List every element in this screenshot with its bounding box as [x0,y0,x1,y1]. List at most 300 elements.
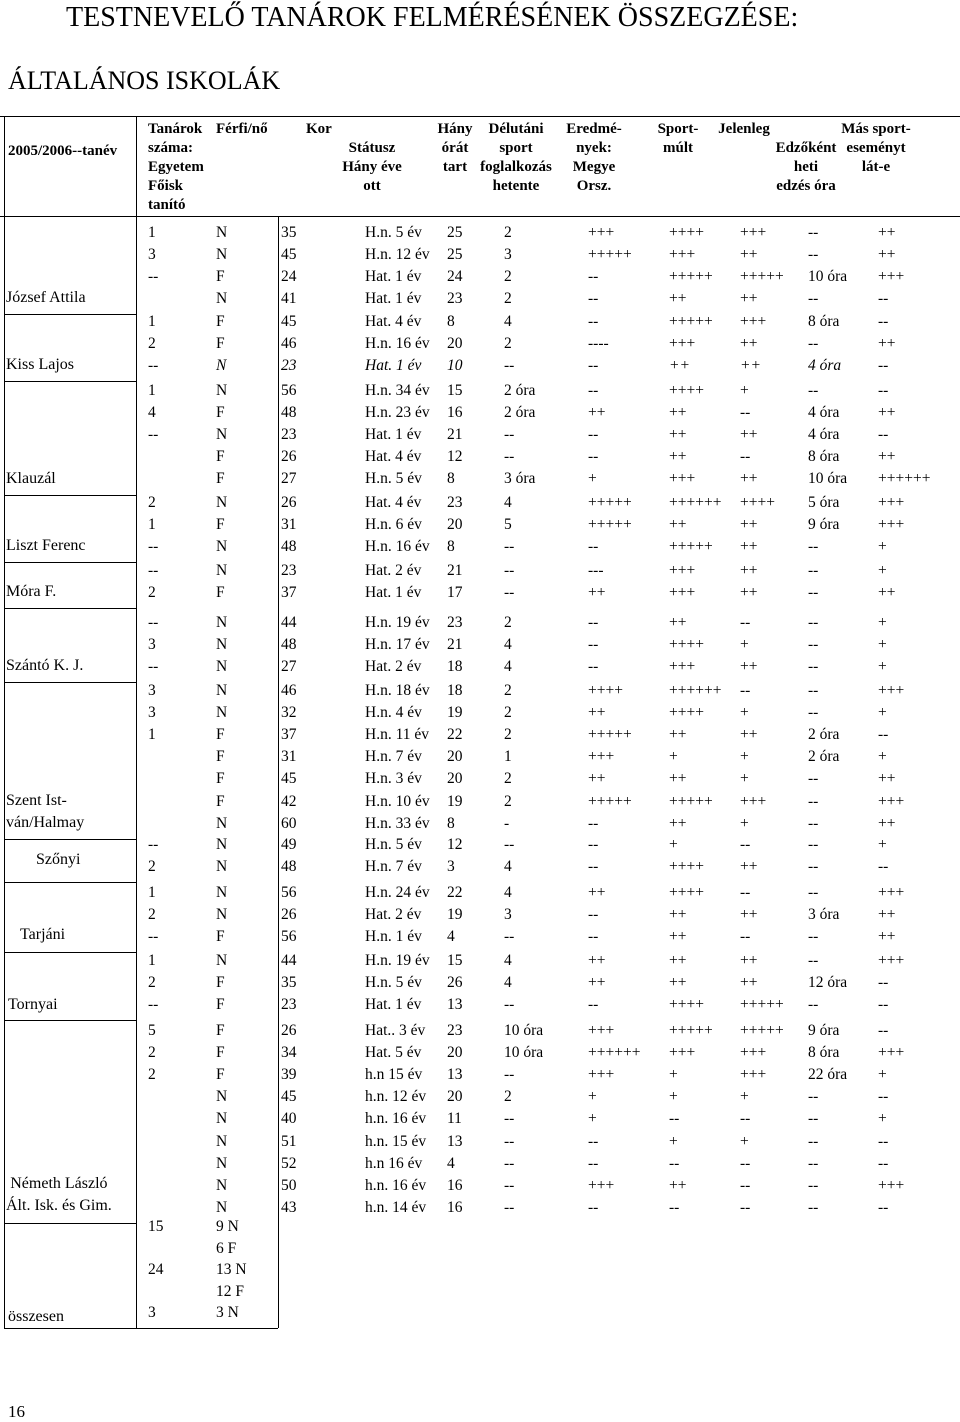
afternoon-cell: 2 [504,704,512,722]
header-status [337,120,407,196]
coach-hours-cell: 8 óra [808,1044,840,1062]
gender-cell: F [216,313,225,330]
gender-cell: N [216,658,228,676]
hours-cell: 17 [447,584,463,602]
results-cell: -- [588,836,599,853]
header-line: Sport- [657,121,699,137]
current-cell: + [740,770,749,788]
current-cell: -- [740,836,751,853]
results-cell: --- [588,562,604,579]
total-gender-cell: 6 F [216,1239,237,1257]
afternoon-cell: 3 [504,246,512,264]
results-cell: -- [588,382,599,399]
page-number: 16 [8,1402,25,1421]
hours-cell: 8 [447,313,455,330]
count-cell: 2 [148,584,156,602]
age-cell: 35 [281,974,297,992]
school-name [6,287,86,309]
header-school-year [8,142,117,161]
hours-cell: 22 [447,884,463,901]
current-cell: ++ [740,952,758,969]
school-name-line: Kiss Lajos [6,356,74,374]
hours-cell: 8 [447,814,455,832]
current-cell: + [740,704,749,722]
hours-cell: 21 [447,636,463,654]
current-cell: ++ [740,658,758,676]
gender-cell: F [216,770,225,788]
school-name-line: Móra F. [6,583,57,601]
coach-hours-cell: -- [808,682,819,699]
afternoon-cell: 2 [504,1088,512,1106]
afternoon-cell: -- [504,1176,515,1194]
count-cell: 3 [148,636,156,654]
results-cell: -- [588,290,599,308]
gender-cell: N [216,704,228,722]
age-cell: 31 [281,516,297,534]
sport-past-cell: ++ [669,426,687,444]
other-events-cell: +++ [878,792,905,810]
results-cell: ++ [588,952,606,969]
count-cell: 2 [148,1044,156,1062]
coach-hours-cell: -- [808,884,819,901]
coach-hours-cell: -- [808,704,819,722]
results-cell: -- [588,1154,599,1172]
coach-hours-cell: -- [808,1154,819,1172]
results-cell: -- [588,268,599,286]
sport-past-cell: ++++ [669,382,704,399]
results-cell: +++++ [588,494,632,511]
hours-cell: 26 [447,974,463,992]
afternoon-cell: 4 [504,636,512,654]
sport-past-cell: ++++ [669,636,704,654]
status-cell: Hat. 2 év [365,562,422,579]
school-name [6,468,56,490]
results-cell: ++++++ [588,1044,641,1062]
age-cell: 41 [281,290,297,308]
gender-cell: F [216,1066,225,1084]
gender-cell: F [216,470,225,488]
hours-cell: 18 [447,682,463,699]
sport-past-cell: +++ [669,562,696,579]
sport-past-cell: ++ [669,404,687,422]
results-cell: +++++ [588,246,632,264]
header-line: foglalkozás [480,159,552,175]
results-cell: + [588,1110,597,1128]
coach-hours-cell: 9 óra [808,516,840,534]
afternoon-cell: 2 [504,224,512,241]
sport-past-cell: ++++++ [669,494,722,511]
sport-past-cell: ++ [669,448,687,466]
count-cell: -- [148,658,159,676]
count-cell: -- [148,357,159,375]
current-cell: +++ [740,1044,767,1062]
count-cell: 4 [148,404,156,422]
school-column-rule [136,116,137,1328]
gender-cell: N [216,382,228,399]
results-cell: +++ [588,224,615,241]
coach-hours-cell: 2 óra [808,748,840,766]
header-line [771,120,841,139]
header-afternoon-sport [477,120,555,196]
header-line: tart [442,159,468,175]
current-cell: + [740,814,749,832]
gender-cell: N [216,494,228,511]
header-line: Más sport- [841,121,911,137]
status-cell: h.n. 14 év [365,1198,427,1216]
status-cell: H.n. 5 év [365,224,422,241]
status-cell: H.n. 19 év [365,614,430,631]
afternoon-cell: 4 [504,858,512,876]
count-cell: 3 [148,682,156,699]
sport-past-cell: +++++ [669,1022,713,1039]
afternoon-cell: 10 óra [504,1044,544,1062]
afternoon-cell: 2 [504,682,512,699]
results-cell: -- [588,658,599,676]
other-events-cell: ++ [878,224,896,241]
other-events-cell: + [878,614,887,631]
other-events-cell: + [878,1110,887,1128]
header-line: Kor [306,121,332,137]
sport-past-cell: +++ [669,584,696,602]
afternoon-cell: 2 [504,268,512,286]
age-cell: 46 [281,335,297,353]
header-other-events [836,120,916,177]
status-cell: H.n. 16 év [365,335,430,353]
header-teacher-count [148,120,204,215]
coach-hours-cell: 12 óra [808,974,848,992]
afternoon-cell: 2 [504,770,512,788]
school-name-line: ván/Halmay [6,813,85,831]
header-age [306,120,332,139]
gender-cell: N [216,224,228,241]
header-line: Egyetem [148,159,204,175]
afternoon-cell: -- [504,562,515,579]
current-cell: ++++ [740,494,775,511]
header-line: Státusz [348,140,396,156]
hours-cell: 8 [447,470,455,488]
other-events-cell: + [878,836,887,853]
sport-past-cell: ++++ [669,996,704,1014]
results-cell: +++++ [588,792,632,810]
status-cell: H.n. 1 év [365,928,422,946]
total-count-cell: 15 [148,1218,164,1235]
age-cell: 46 [281,682,297,699]
other-events-cell: ++ [878,928,896,946]
current-cell: ++ [740,726,758,744]
current-cell: -- [740,1110,751,1128]
gender-cell: N [216,884,228,901]
afternoon-cell: 4 [504,884,512,901]
current-cell: +++++ [740,1022,784,1039]
count-cell: 1 [148,884,156,901]
current-cell: +++++ [740,268,784,286]
coach-hours-cell: 3 óra [808,906,840,924]
other-events-cell: ++++++ [878,470,931,488]
status-cell: H.n. 12 év [365,246,430,264]
count-cell: 1 [148,224,156,241]
school-name [6,1173,112,1217]
other-events-cell: +++ [878,494,905,511]
hours-cell: 25 [447,224,463,241]
sport-past-cell: +++ [669,1044,696,1062]
coach-hours-cell: -- [808,770,819,788]
gender-cell: N [216,614,228,631]
age-cell: 52 [281,1154,297,1172]
sport-past-cell: ++ [669,516,687,534]
afternoon-cell: 10 óra [504,1022,544,1039]
current-cell: +++ [740,313,767,330]
header-line [337,120,407,139]
status-cell: H.n. 23 év [365,404,430,422]
current-cell: -- [740,448,751,466]
results-cell: +++++ [588,516,632,534]
school-name-line: Ált. Isk. és Gim. [6,1196,112,1214]
hours-cell: 8 [447,538,455,556]
gender-cell: N [216,1110,228,1128]
coach-hours-cell: -- [808,1176,819,1194]
age-cell: 51 [281,1132,297,1150]
header-bottom-rule [0,216,960,217]
header-line: Megye [572,159,616,175]
gender-cell: F [216,792,225,810]
gender-column-rule [278,216,279,1328]
hours-cell: 20 [447,1088,463,1106]
hours-cell: 20 [447,770,463,788]
current-cell: ++ [740,974,758,992]
afternoon-cell: -- [504,584,515,602]
sport-past-cell: + [669,748,678,766]
gender-cell: N [216,636,228,654]
results-cell: +++ [588,1066,615,1084]
afternoon-cell: -- [504,448,515,466]
header-line: heti [793,159,819,175]
sport-past-cell: ++++ [669,224,704,241]
status-cell: Hat. 5 év [365,1044,422,1062]
age-cell: 43 [281,1198,297,1216]
current-cell: ++ [740,470,758,488]
coach-hours-cell: 8 óra [808,448,840,466]
hours-cell: 13 [447,1066,463,1084]
count-cell: 1 [148,516,156,534]
coach-hours-cell: -- [808,382,819,399]
other-events-cell: + [878,1066,887,1084]
sport-past-cell: + [669,836,678,853]
current-cell: ++ [740,858,758,876]
group-separator [4,314,136,315]
group-separator [4,1223,136,1224]
coach-hours-cell: -- [808,290,819,308]
current-cell: ++ [740,516,758,534]
other-events-cell: +++ [878,884,905,901]
age-cell: 40 [281,1110,297,1128]
group-separator [4,682,136,683]
other-events-cell: -- [878,426,889,444]
other-events-cell: + [878,704,887,722]
count-cell: 2 [148,1066,156,1084]
other-events-cell: ++ [878,448,896,466]
header-line: tanító [148,197,186,213]
other-events-cell: -- [878,357,889,375]
count-cell: -- [148,614,159,631]
coach-hours-cell: -- [808,614,819,631]
age-cell: 48 [281,858,297,876]
hours-cell: 12 [447,448,463,466]
results-cell: -- [588,814,599,832]
hours-cell: 21 [447,426,463,444]
count-cell: 2 [148,974,156,992]
results-cell: ++ [588,770,606,788]
hours-cell: 23 [447,290,463,308]
school-name-line: Németh László [10,1174,108,1192]
count-cell: 1 [148,952,156,969]
header-line: Edzőként [775,140,837,156]
current-cell: -- [740,614,751,631]
gender-cell: F [216,748,225,766]
hours-cell: 22 [447,726,463,744]
sport-past-cell: +++++ [669,313,713,330]
coach-hours-cell: 9 óra [808,1022,840,1039]
page-title: TESTNEVELŐ TANÁROK FELMÉRÉSÉNEK ÖSSZEGZÉSE: [66,2,799,33]
other-events-cell: ++ [878,584,896,602]
count-cell: -- [148,836,159,853]
current-cell: + [740,748,749,766]
current-cell: ++ [740,246,758,264]
age-cell: 26 [281,1022,297,1039]
coach-hours-cell: 4 óra [808,404,840,422]
coach-hours-cell: -- [808,538,819,556]
hours-cell: 15 [447,382,463,399]
afternoon-cell: -- [504,996,515,1014]
sport-past-cell: ++ [669,974,687,992]
gender-cell: N [216,858,228,876]
age-cell: 49 [281,836,297,853]
school-name-line: Tornyai [8,996,58,1014]
age-cell: 56 [281,382,297,399]
results-cell: -- [588,906,599,924]
left-border [4,116,5,1328]
other-events-cell: + [878,658,887,676]
afternoon-cell: 2 óra [504,404,536,422]
gender-cell: N [216,562,228,579]
hours-cell: 12 [447,836,463,853]
status-cell: H.n. 33 év [365,814,430,832]
status-cell: H.n. 18 év [365,682,430,699]
status-cell: Hat. 4 év [365,448,422,466]
age-cell: 48 [281,636,297,654]
coach-hours-cell: -- [808,1132,819,1150]
gender-cell: N [216,836,228,853]
hours-cell: 4 [447,928,455,946]
results-cell: -- [588,928,599,946]
status-cell: H.n. 3 év [365,770,422,788]
other-events-cell: -- [878,313,889,330]
other-events-cell: + [878,538,887,556]
group-separator [4,381,136,382]
total-gender-cell: 12 F [216,1282,244,1300]
age-cell: 27 [281,470,297,488]
school-name [6,535,86,557]
status-cell: Hat. 1 év [365,996,422,1014]
hours-cell: 18 [447,658,463,676]
coach-hours-cell: -- [808,584,819,602]
hours-cell: 20 [447,748,463,766]
other-events-cell: -- [878,974,889,992]
status-cell: h.n. 12 év [365,1088,427,1106]
school-name-line: Liszt Ferenc [6,537,86,555]
header-line: száma: [148,140,193,156]
header-line: lát-e [861,159,891,175]
sport-past-cell: ++ [669,814,687,832]
coach-hours-cell: 2 óra [808,726,840,744]
coach-hours-cell: -- [808,928,819,946]
age-cell: 60 [281,814,297,832]
coach-hours-cell: -- [808,1088,819,1106]
coach-hours-cell: -- [808,858,819,876]
count-cell: 1 [148,726,156,744]
other-events-cell: ++ [878,906,896,924]
other-events-cell: + [878,562,887,579]
gender-cell: F [216,448,225,466]
gender-cell: N [216,1176,228,1194]
gender-cell: N [216,1132,228,1150]
coach-hours-cell: -- [808,224,819,241]
age-cell: 56 [281,928,297,946]
coach-hours-cell: 5 óra [808,494,840,511]
header-gender [216,120,268,139]
current-cell: + [740,1132,749,1150]
current-cell: ++ [740,562,758,579]
afternoon-cell: 2 [504,335,512,353]
header-line: Hány éve [342,159,402,175]
hours-cell: 19 [447,906,463,924]
status-cell: H.n. 4 év [365,704,422,722]
results-cell: ++ [588,404,606,422]
sport-past-cell: ++ [669,357,690,375]
sport-past-cell: + [669,1132,678,1150]
header-line: Tanárok [148,121,203,137]
current-cell: + [740,636,749,654]
coach-hours-cell: -- [808,246,819,264]
count-cell: 2 [148,335,156,353]
age-cell: 44 [281,952,297,969]
current-cell: -- [740,1198,751,1216]
header-coach-hours [771,120,841,196]
afternoon-cell: -- [504,1154,515,1172]
afternoon-cell: 2 [504,792,512,810]
current-cell: ++ [740,335,758,353]
afternoon-cell: 4 [504,658,512,676]
coach-hours-cell: -- [808,996,819,1014]
afternoon-cell: -- [504,1198,515,1216]
header-line: Délutáni [488,121,544,137]
coach-hours-cell: -- [808,952,819,969]
other-events-cell: ++ [878,770,896,788]
age-cell: 35 [281,224,297,241]
other-events-cell: +++ [878,1176,905,1194]
status-cell: H.n. 16 év [365,538,430,556]
hours-cell: 16 [447,1198,463,1216]
other-events-cell: ++ [878,814,896,832]
total-count-cell: 24 [148,1261,164,1278]
age-cell: 23 [281,357,297,375]
group-separator [4,608,136,609]
status-cell: Hat. 2 év [365,906,422,924]
table-bottom-rule [4,1328,278,1329]
gender-cell: F [216,726,225,744]
results-cell: -- [588,426,599,444]
header-line: 2005/2006--tanév [8,143,118,159]
school-name-line: Szőnyi [36,851,81,868]
